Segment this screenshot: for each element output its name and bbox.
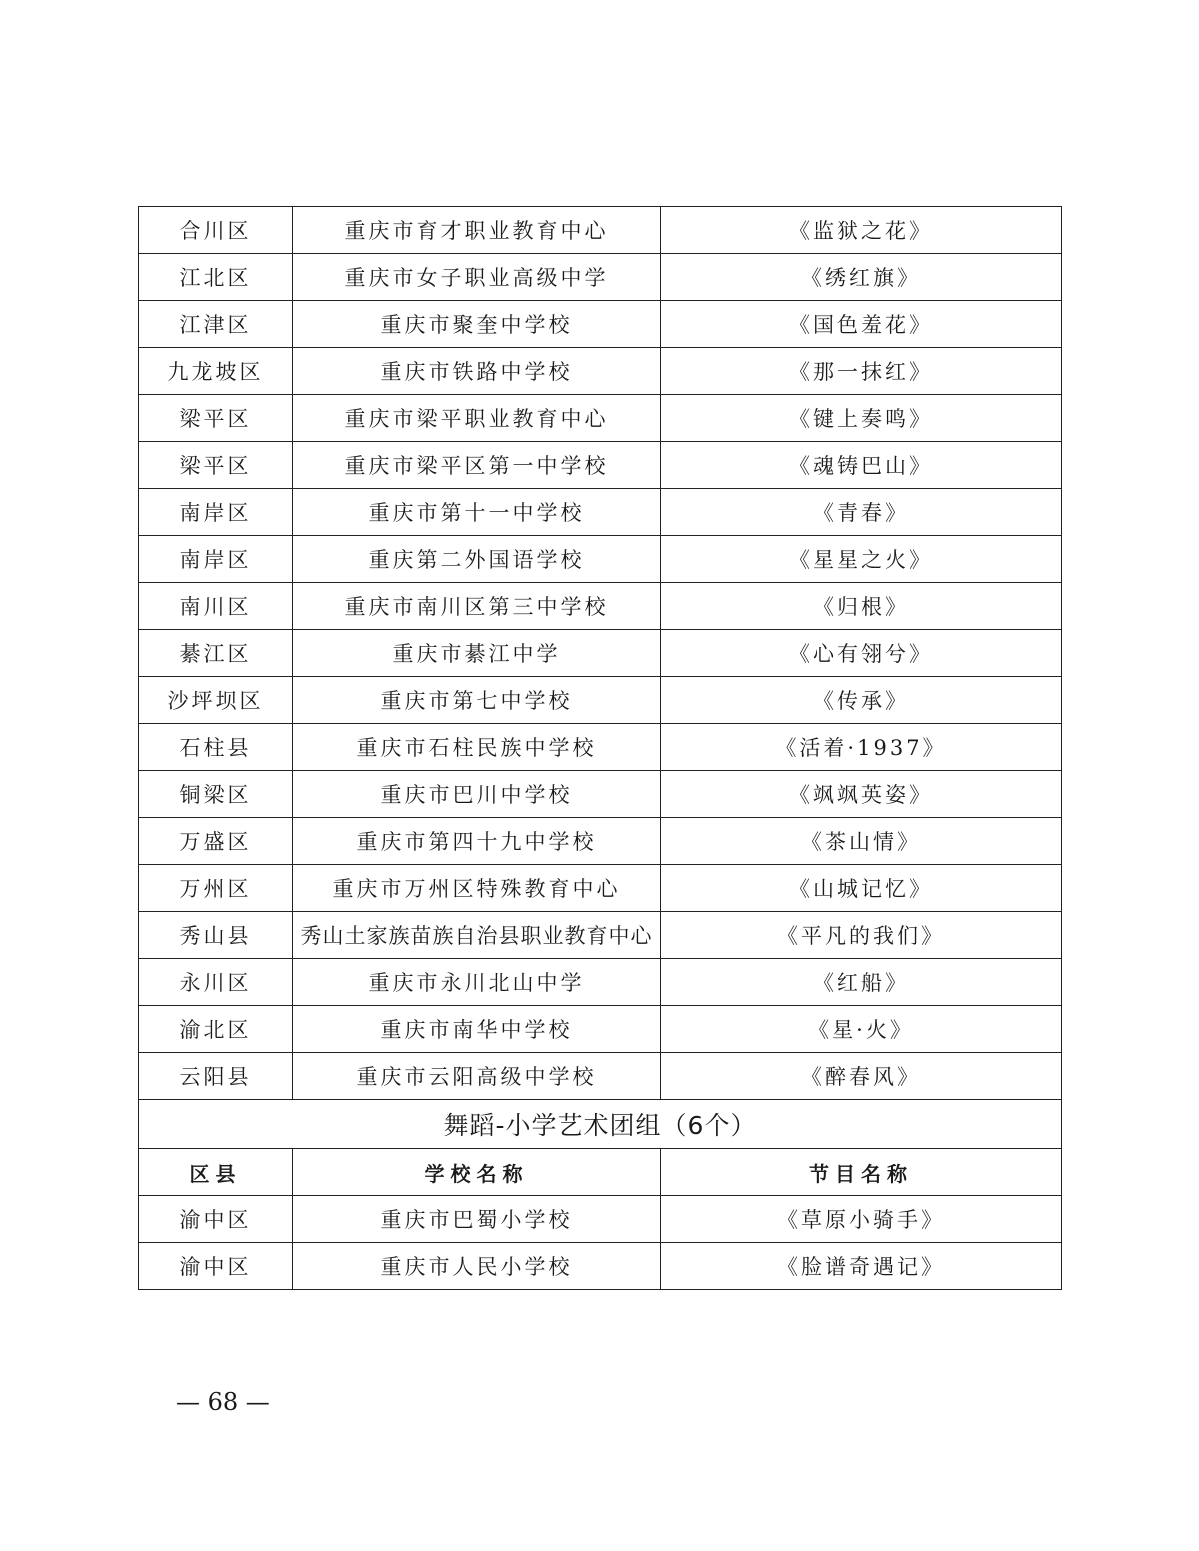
program-cell: 《归根》 <box>661 583 1062 630</box>
program-cell: 《键上奏鸣》 <box>661 395 1062 442</box>
district-cell: 秀山县 <box>139 912 293 959</box>
program-cell: 《绣红旗》 <box>661 254 1062 301</box>
district-cell: 南岸区 <box>139 536 293 583</box>
program-cell: 《监狱之花》 <box>661 207 1062 254</box>
table-header-row <box>139 1149 1062 1196</box>
district-cell: 南岸区 <box>139 489 293 536</box>
table-row <box>139 254 1062 301</box>
district-cell: 渝北区 <box>139 1006 293 1053</box>
page-number: — 68 — <box>176 1388 270 1416</box>
program-cell: 《传承》 <box>661 677 1062 724</box>
district-cell: 石柱县 <box>139 724 293 771</box>
table-row <box>139 771 1062 818</box>
table-row <box>139 301 1062 348</box>
school-cell: 重庆市梁平区第一中学校 <box>293 442 661 489</box>
program-cell: 《红船》 <box>661 959 1062 1006</box>
program-cell: 《平凡的我们》 <box>661 912 1062 959</box>
program-cell: 《魂铸巴山》 <box>661 442 1062 489</box>
district-cell: 江北区 <box>139 254 293 301</box>
school-cell: 重庆市巴川中学校 <box>293 771 661 818</box>
district-cell: 万盛区 <box>139 818 293 865</box>
district-cell: 沙坪坝区 <box>139 677 293 724</box>
awards-table <box>138 206 1062 1290</box>
program-cell: 《醉春风》 <box>661 1053 1062 1100</box>
header-school: 学校名称 <box>293 1149 661 1196</box>
district-cell: 铜梁区 <box>139 771 293 818</box>
table-row <box>139 348 1062 395</box>
table-row <box>139 583 1062 630</box>
table-body-primary <box>139 1196 1062 1290</box>
school-cell: 重庆市巴蜀小学校 <box>293 1196 661 1243</box>
table-row <box>139 1006 1062 1053</box>
program-cell: 《山城记忆》 <box>661 865 1062 912</box>
table-row <box>139 677 1062 724</box>
table-row <box>139 395 1062 442</box>
table-row <box>139 818 1062 865</box>
table-row <box>139 724 1062 771</box>
section-block <box>139 1100 1062 1196</box>
table-row <box>139 1196 1062 1243</box>
table-row <box>139 865 1062 912</box>
program-cell: 《心有翎兮》 <box>661 630 1062 677</box>
program-cell: 《飒飒英姿》 <box>661 771 1062 818</box>
table-body-secondary <box>139 207 1062 1100</box>
program-cell: 《星·火》 <box>661 1006 1062 1053</box>
school-cell: 重庆市人民小学校 <box>293 1243 661 1290</box>
table-row <box>139 912 1062 959</box>
district-cell: 九龙坡区 <box>139 348 293 395</box>
district-cell: 永川区 <box>139 959 293 1006</box>
school-cell: 重庆市綦江中学 <box>293 630 661 677</box>
section-title: 舞蹈-小学艺术团组（6个） <box>139 1100 1062 1149</box>
table-row <box>139 489 1062 536</box>
district-cell: 万州区 <box>139 865 293 912</box>
header-program: 节目名称 <box>661 1149 1062 1196</box>
program-cell: 《星星之火》 <box>661 536 1062 583</box>
program-cell: 《茶山情》 <box>661 818 1062 865</box>
school-cell: 重庆市南川区第三中学校 <box>293 583 661 630</box>
district-cell: 綦江区 <box>139 630 293 677</box>
program-cell: 《那一抹红》 <box>661 348 1062 395</box>
school-cell: 秀山土家族苗族自治县职业教育中心 <box>293 912 661 959</box>
school-cell: 重庆市第七中学校 <box>293 677 661 724</box>
school-cell: 重庆市南华中学校 <box>293 1006 661 1053</box>
district-cell: 梁平区 <box>139 442 293 489</box>
table-row <box>139 1243 1062 1290</box>
table-row <box>139 207 1062 254</box>
school-cell: 重庆市永川北山中学 <box>293 959 661 1006</box>
header-district: 区县 <box>139 1149 293 1196</box>
school-cell: 重庆市石柱民族中学校 <box>293 724 661 771</box>
school-cell: 重庆市女子职业高级中学 <box>293 254 661 301</box>
school-cell: 重庆市万州区特殊教育中心 <box>293 865 661 912</box>
table-row <box>139 630 1062 677</box>
district-cell: 南川区 <box>139 583 293 630</box>
district-cell: 渝中区 <box>139 1196 293 1243</box>
district-cell: 渝中区 <box>139 1243 293 1290</box>
school-cell: 重庆市育才职业教育中心 <box>293 207 661 254</box>
school-cell: 重庆市铁路中学校 <box>293 348 661 395</box>
program-cell: 《国色羞花》 <box>661 301 1062 348</box>
table-row <box>139 959 1062 1006</box>
table-row <box>139 536 1062 583</box>
district-cell: 江津区 <box>139 301 293 348</box>
district-cell: 梁平区 <box>139 395 293 442</box>
program-cell: 《脸谱奇遇记》 <box>661 1243 1062 1290</box>
program-cell: 《活着·1937》 <box>661 724 1062 771</box>
program-cell: 《草原小骑手》 <box>661 1196 1062 1243</box>
table-row <box>139 442 1062 489</box>
school-cell: 重庆市云阳高级中学校 <box>293 1053 661 1100</box>
section-title-row <box>139 1100 1062 1149</box>
school-cell: 重庆市第四十九中学校 <box>293 818 661 865</box>
school-cell: 重庆市聚奎中学校 <box>293 301 661 348</box>
program-cell: 《青春》 <box>661 489 1062 536</box>
table-row <box>139 1053 1062 1100</box>
district-cell: 合川区 <box>139 207 293 254</box>
district-cell: 云阳县 <box>139 1053 293 1100</box>
school-cell: 重庆市第十一中学校 <box>293 489 661 536</box>
school-cell: 重庆第二外国语学校 <box>293 536 661 583</box>
school-cell: 重庆市梁平职业教育中心 <box>293 395 661 442</box>
